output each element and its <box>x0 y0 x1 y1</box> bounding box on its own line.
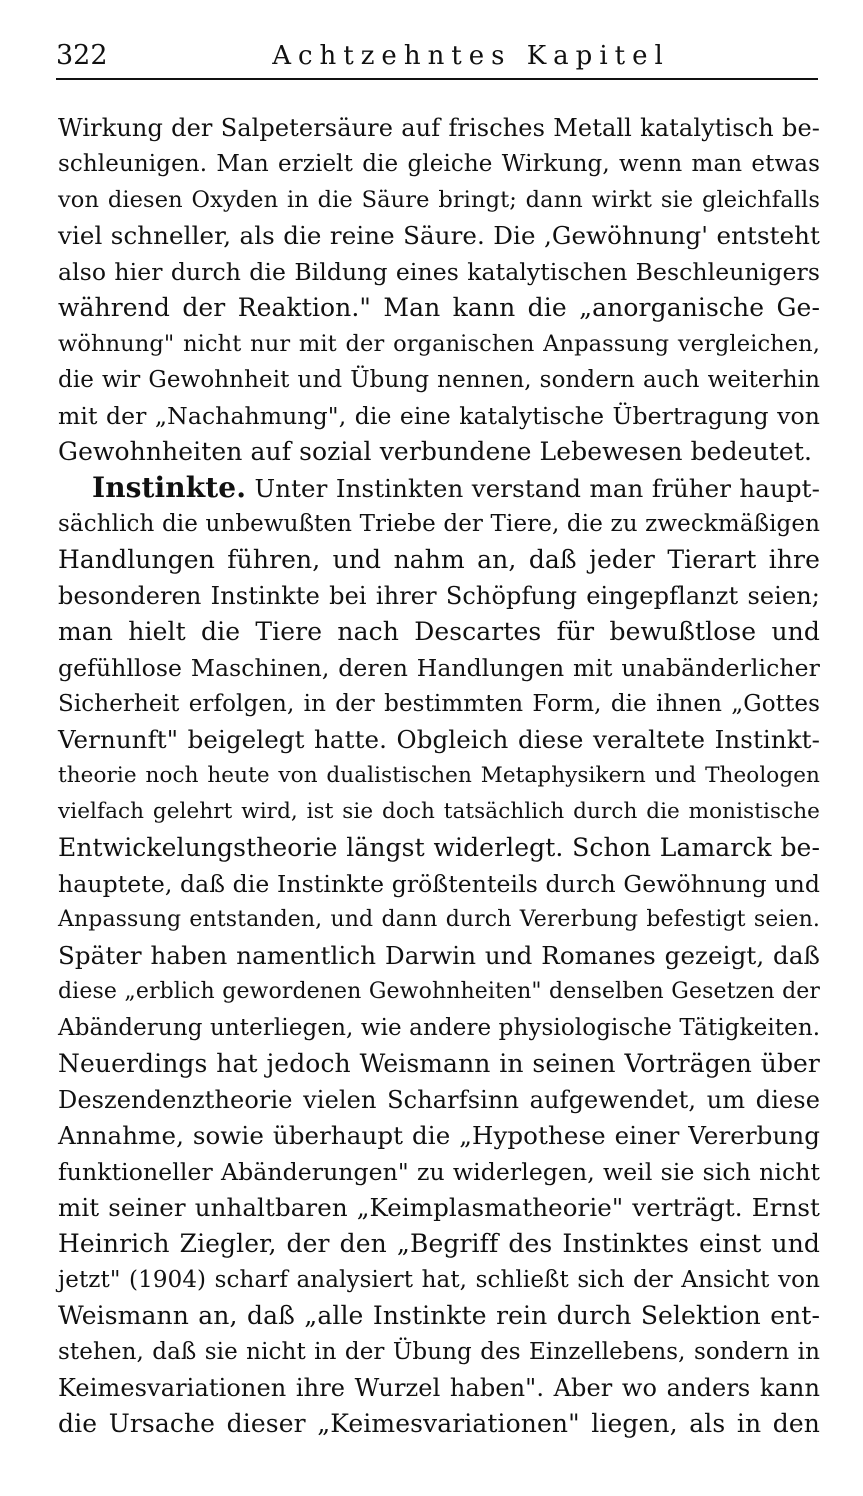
text-line: von diesen Oxyden in die Säure bringt; dann wirkt sie gleichfalls <box>58 187 820 213</box>
text-line: die wir Gewohnheit und Übung nennen, sondern auch weiterhin <box>58 367 820 393</box>
text-line: besonderen Instinkte bei ihrer Schöpfung eingepflanzt seien; <box>58 582 820 610</box>
text-line: Entwickelungstheorie längst widerlegt. Schon Lamarck be- <box>58 833 820 862</box>
text-line: Wirkung der Salpetersäure auf frisches Metall katalytisch be- <box>58 114 820 142</box>
page-number: 322 <box>56 40 108 71</box>
text-line: Handlungen führen, und nahm an, daß jeder Tierart ihre <box>58 545 820 574</box>
body-text <box>58 110 820 1442</box>
text-line: also hier durch die Bildung eines katalytischen Beschleunigers <box>58 258 820 286</box>
text-line: funktioneller Abänderungen" zu widerlegen, weil sie sich nicht <box>58 1158 820 1186</box>
text-line: Vernunft" beigelegt hatte. Obgleich diese veraltete Instinkt- <box>58 725 820 754</box>
text-line: diese „erblich gewordenen Gewohnheiten" denselben Gesetzen der <box>58 979 820 1004</box>
text-line: jetzt" (1904) scharf analysiert hat, schließt sich der Ansicht von <box>58 1267 820 1293</box>
text-line: Weismann an, daß „alle Instinkte rein durch Selektion ent- <box>58 1301 820 1330</box>
text-line: Abänderung unterliegen, wie andere physiologische Tätigkeiten. <box>58 1015 821 1041</box>
text-line: sächlich die unbewußten Triebe der Tiere, die zu zweckmäßigen <box>58 511 820 537</box>
section-first-line <box>58 470 820 506</box>
text-line: man hielt die Tiere nach Descartes für bewußtlose und <box>58 617 820 646</box>
text-line: gefühllose Maschinen, deren Handlungen mit unabänderlicher <box>58 654 820 682</box>
text-line: Keimesvariationen ihre Wurzel haben". Aber wo anders kann <box>58 1374 820 1402</box>
text-line: mit seiner unhaltbaren „Keimplasmatheorie" verträgt. Ernst <box>58 1193 820 1222</box>
page-header <box>56 38 818 80</box>
text-line: schleunigen. Man erzielt die gleiche Wirkung, wenn man etwas <box>58 151 820 177</box>
text-line: vielfach gelehrt wird, ist sie doch tatsächlich durch die monistische <box>58 799 820 824</box>
running-head: Achtzehntes Kapitel <box>272 41 670 71</box>
text-line: Später haben namentlich Darwin und Romanes gezeigt, daß <box>58 941 820 970</box>
text-line: Sicherheit erfolgen, in der bestimmten Form, die ihnen „Gottes <box>58 691 820 717</box>
text-line: theorie noch heute von dualistischen Metaphysikern und Theologen <box>58 763 820 788</box>
text-line: während der Reaktion." Man kann die „anorganische Ge- <box>58 293 820 322</box>
text-line: viel schneller, als die reine Säure. Die ‚Gewöhnung' entsteht <box>58 221 820 250</box>
section-first-line-text: Unter Instinkten verstand man früher haupt- <box>254 474 820 503</box>
text-line: Gewohnheiten auf sozial verbundene Lebewesen bedeutet. <box>58 437 813 466</box>
text-line: Heinrich Ziegler, der den „Begriff des Instinktes einst und <box>58 1229 820 1258</box>
section-heading: Instinkte. <box>92 471 247 504</box>
text-line: wöhnung" nicht nur mit der organischen Anpassung vergleichen, <box>58 331 820 357</box>
text-line: mit der „Nachahmung", die eine katalytische Übertragung von <box>58 402 820 430</box>
text-line: Annahme, sowie überhaupt die „Hypothese einer Vererbung <box>58 1121 820 1150</box>
text-line: die Ursache dieser „Keimesvariationen" liegen, als in den <box>58 1409 820 1438</box>
text-line: Anpassung entstanden, und dann durch Vererbung befestigt seien. <box>58 907 820 932</box>
text-line: stehen, daß sie nicht in der Übung des Einzellebens, sondern in <box>58 1339 820 1365</box>
text-line: Neuerdings hat jedoch Weismann in seinen Vorträgen über <box>58 1049 820 1078</box>
text-line: hauptete, daß die Instinkte größtenteils durch Gewöhnung und <box>58 870 820 898</box>
text-line: Deszendenztheorie vielen Scharfsinn aufgewendet, um diese <box>58 1086 820 1114</box>
